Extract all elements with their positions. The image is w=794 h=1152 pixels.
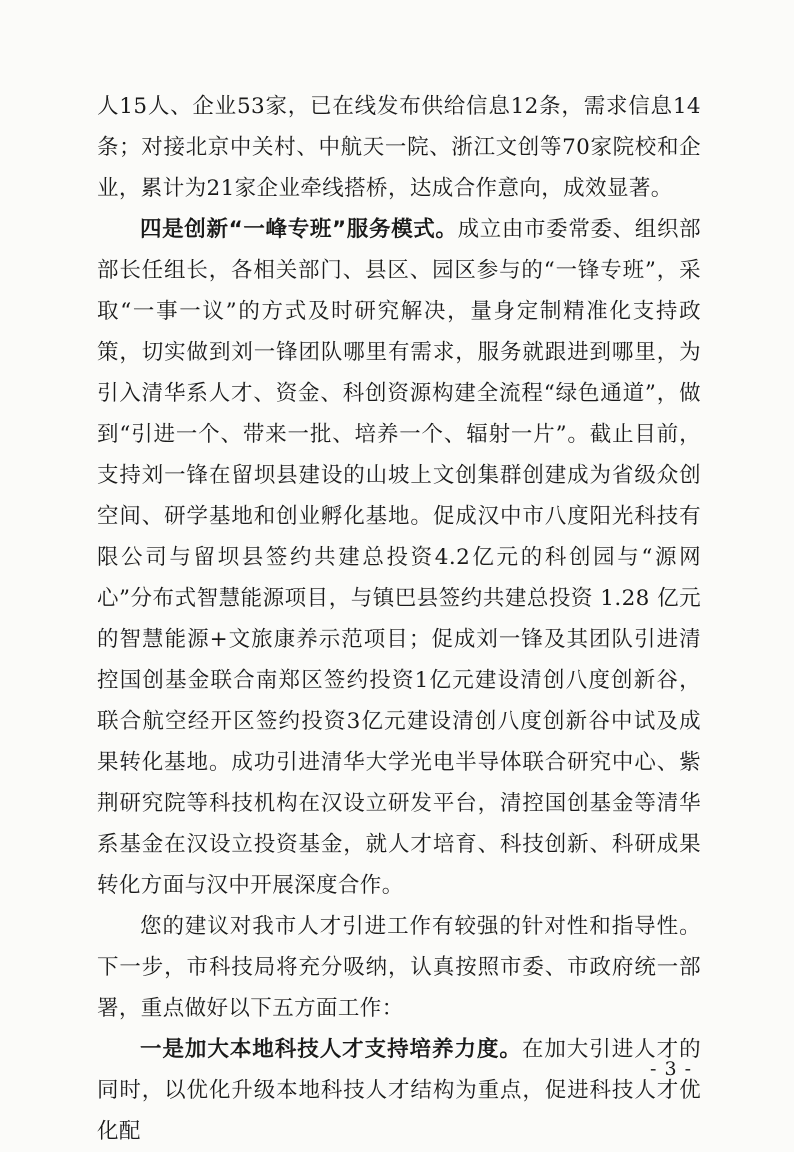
page-number: - 3 - (649, 1058, 692, 1080)
paragraph-text: 人15人、企业53家，已在线发布供给信息12条，需求信息14条；对接北京中关村、中航天一院、浙江文创等70家院校和企业，累计为21家企业牵线搭桥，达成合作意向，成效显著。 (97, 94, 701, 201)
paragraph-continued (97, 86, 701, 209)
paragraph-text: 您的建议对我市人才引进工作有较强的针对性和指导性。下一步，市科技局将充分吸纳，认真按照市委、市政府统一部署，重点做好以下五方面工作： (97, 914, 701, 1021)
body-text (97, 86, 701, 1152)
paragraph-point-four (97, 209, 701, 906)
paragraph-point-one (97, 1029, 701, 1152)
paragraph-lead-heading: 四是创新“一峰专班”服务模式。 (140, 217, 458, 242)
paragraph-lead-heading: 一是加大本地科技人才支持培养力度。 (140, 1037, 522, 1062)
paragraph-text: 成立由市委常委、组织部部长任组长，各相关部门、县区、园区参与的“一锋专班”，采取“一事一议”的方式及时研究解决，量身定制精准化支持政策，切实做到刘一锋团队哪里有需求，服务就跟进到哪里，为引入清华系人才、资金、科创资源构建全流程“绿色通道”，做到“引进一个、带来一批、培养一个、辐射一片”。截止目前，支持刘一锋在留坝县建设的山坡上文创集群创建成为省级众创空间、研学基地和创业孵化基地。促成汉中市八度阳光科技有限公司与留坝县签约共建总投资4.2亿元的科创园与“源网心”分布式智慧能源项目，与镇巴县签约共建总投资 1.28 亿元的智慧能源+文旅康养示范项目；促成刘一锋及其团队引进清控国创基金联合南郑区签约投资1亿元建设清创八度创新谷，联合航空经开区签约投资3亿元建设清创八度创新谷中试及成果转化基地。成功引进清华大学光电半导体联合研究中心、紫荆研究院等科技机构在汉设立研发平台，清控国创基金等清华系基金在汉设立投资基金，就人才培育、科技创新、科研成果转化方面与汉中开展深度合作。 (97, 217, 701, 898)
paragraph-next-steps (97, 906, 701, 1029)
paragraph-text: 在加大引进人才的同时，以优化升级本地科技人才结构为重点，促进科技人才优化配 (97, 1037, 701, 1144)
